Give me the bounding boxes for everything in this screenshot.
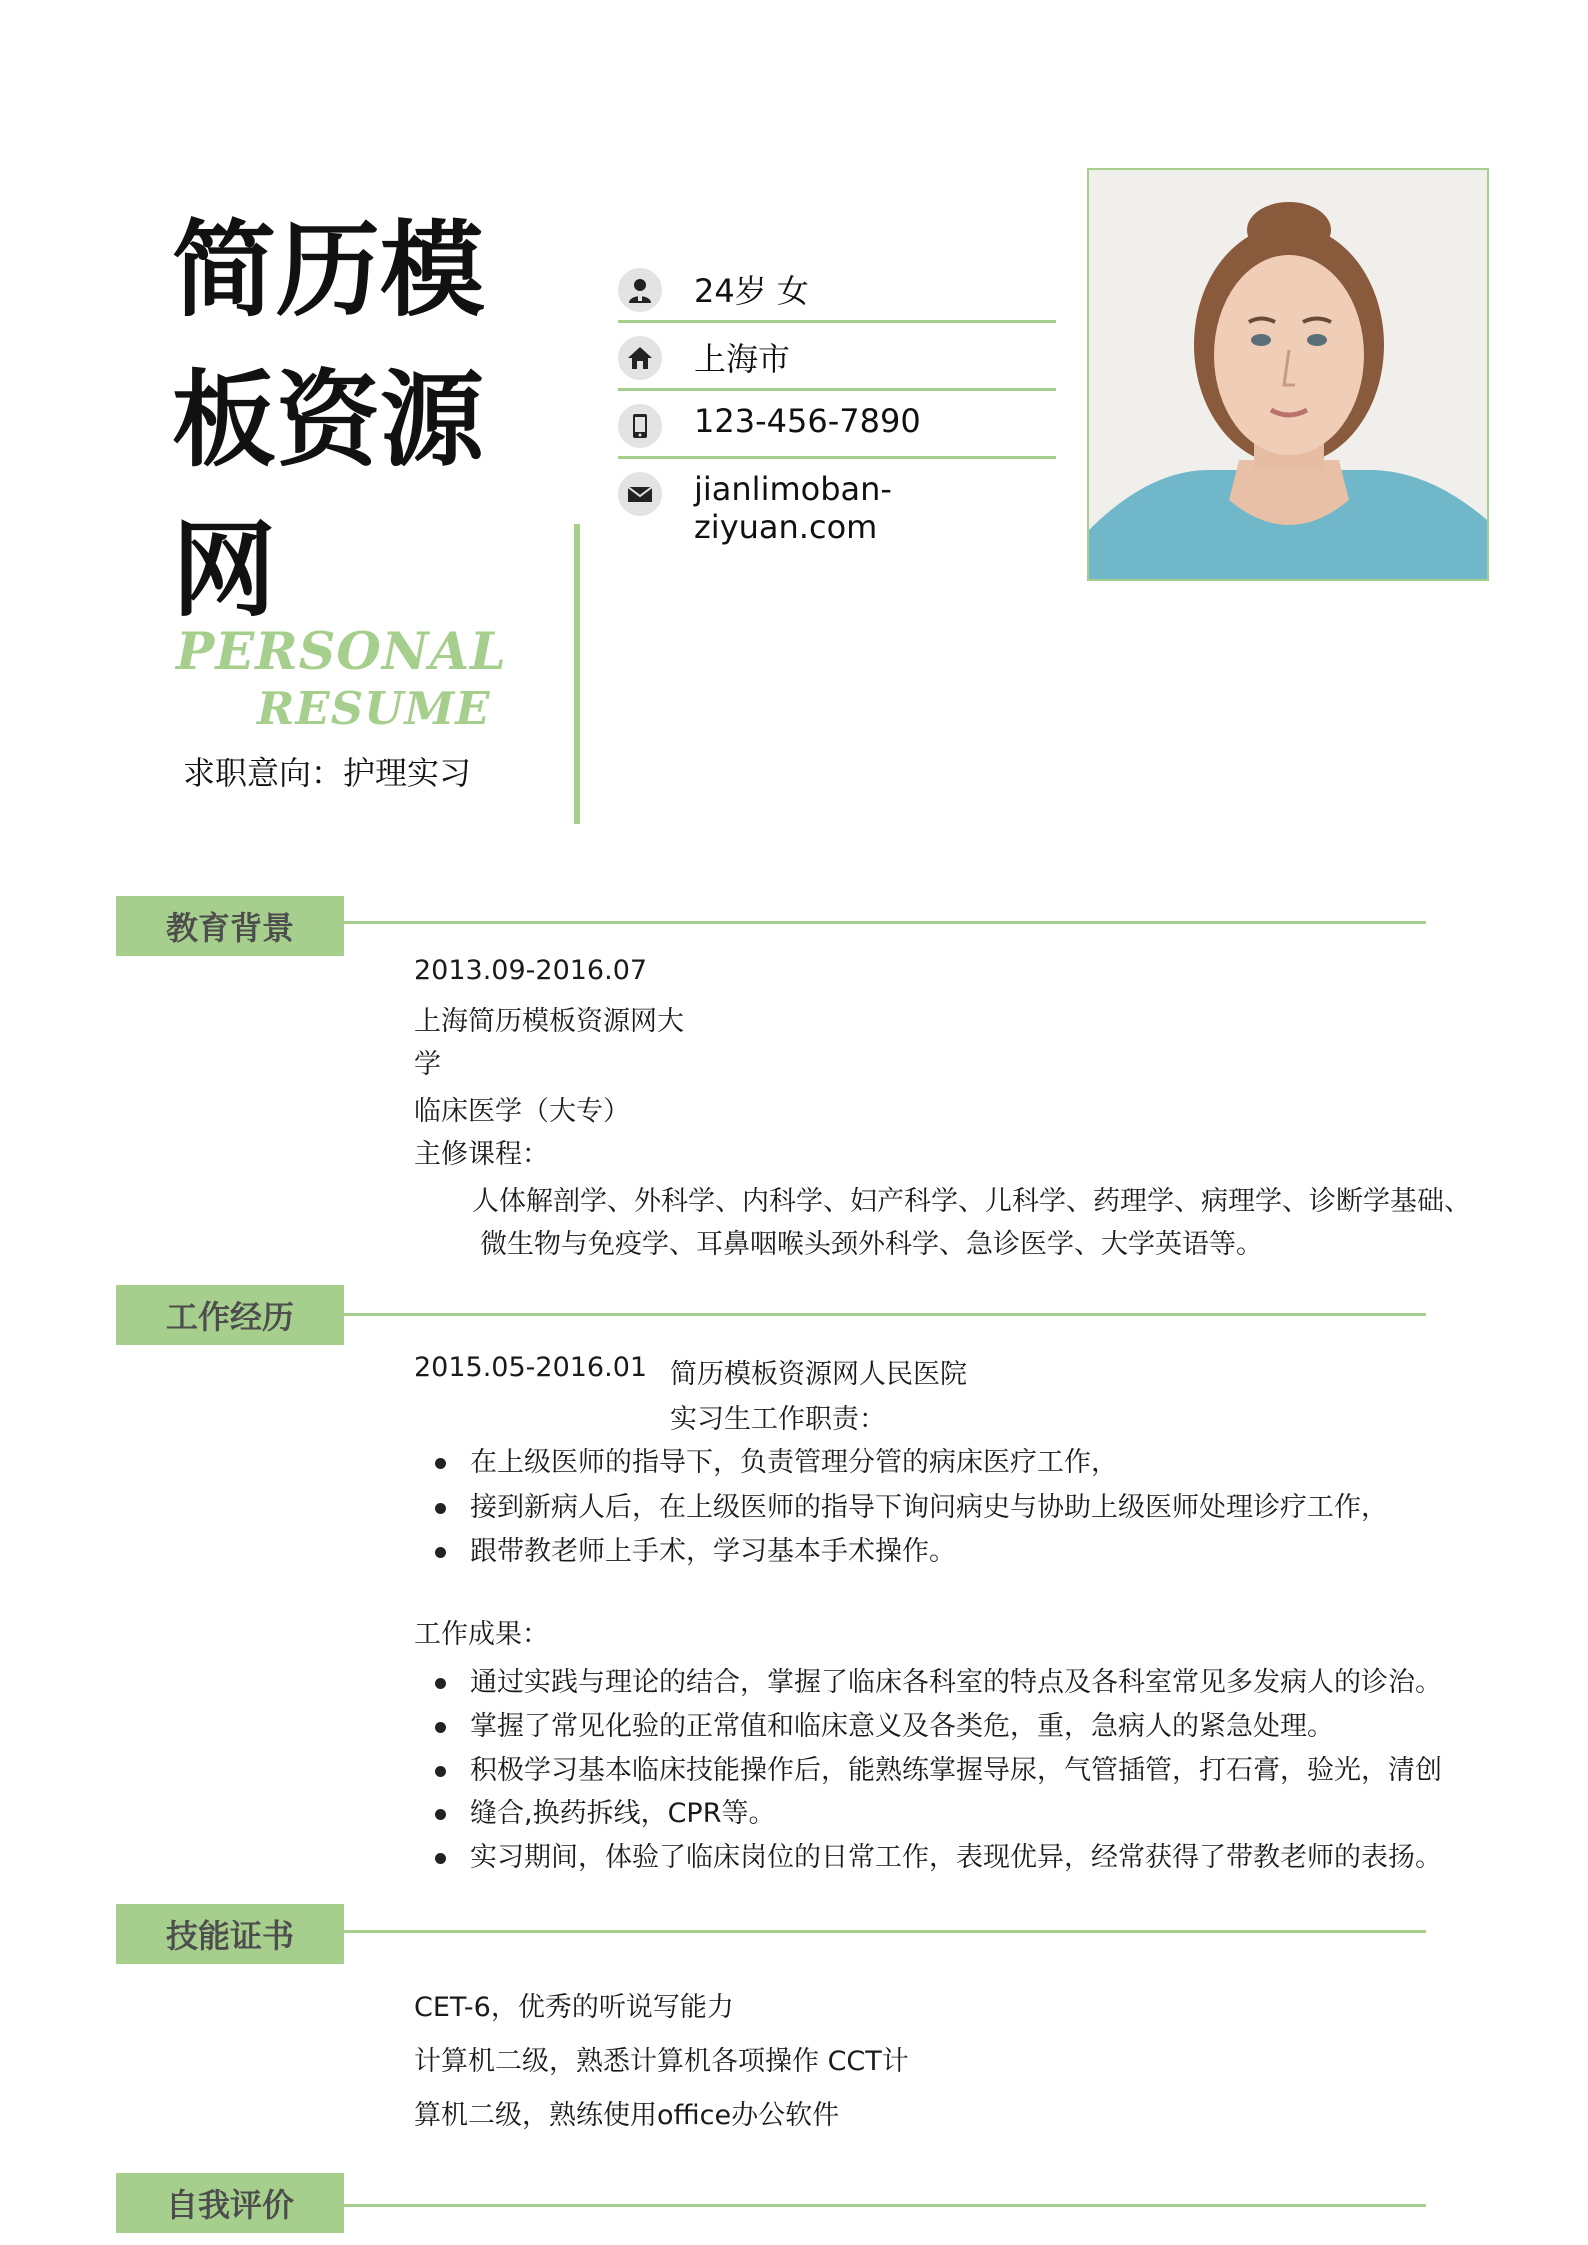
mail-icon [618,472,662,516]
title-line-2: 板资源 [172,359,485,481]
contact-text: 上海市 [694,340,791,378]
section-heading-education: 教育背景 [116,896,344,956]
personal-label: PERSONAL [176,622,507,682]
person-icon [618,268,662,312]
list-item: 实习期间，体验了临床岗位的日常工作，表现优异，经常获得了带教老师的表扬。 [470,1835,1442,1874]
section-divider [344,921,1426,924]
contact-text: 24岁 女 [694,272,809,310]
section-heading-work: 工作经历 [116,1285,344,1345]
skill-line-1: CET-6，优秀的听说写能力 [414,1992,734,2023]
contact-age-gender [618,252,1056,323]
home-icon [618,336,662,380]
education-school-line1: 上海简历模板资源网大 [414,1006,684,1037]
phone-icon [618,404,662,448]
skill-line-3: 算机二级，熟练使用office办公软件 [414,2100,840,2131]
education-courses-line2: 微生物与免疫学、耳鼻咽喉头颈外科学、急诊医学、大学英语等。 [480,1229,1263,1260]
contact-website [618,456,1056,546]
list-item: 积极学习基本临床技能操作后，能熟练掌握导尿，气管插管，打石膏，验光，清创 [470,1748,1442,1787]
resume-label: RESUME [257,682,491,735]
title-line-1: 简历模 [172,209,485,331]
section-heading-self-evaluation: 自我评价 [116,2173,344,2233]
list-item: 跟带教老师上手术，学习基本手术操作。 [470,1529,956,1568]
list-item: 缝合,换药拆线，CPR等。 [470,1791,775,1830]
section-heading-skills: 技能证书 [116,1904,344,1964]
profile-photo [1087,168,1489,581]
list-item: 掌握了常见化验的正常值和临床意义及各类危，重，急病人的紧急处理。 [470,1704,1334,1743]
list-item: 在上级医师的指导下，负责管理分管的病床医疗工作， [470,1440,1118,1479]
work-date: 2015.05-2016.01 [414,1352,648,1383]
work-duty-label: 实习生工作职责： [670,1404,886,1435]
education-major: 临床医学（大专） [414,1096,630,1127]
education-school-line2: 学 [414,1049,441,1080]
contact-text: jianlimoban-ziyuan.com [694,470,892,546]
job-intention: 求职意向：护理实习 [183,754,472,792]
resume-title [172,195,512,645]
education-courses-line1: 人体解剖学、外科学、内科学、妇产科学、儿科学、药理学、病理学、诊断学基础、 [472,1186,1471,1217]
contact-phone [618,388,1056,459]
education-courses-label: 主修课程： [414,1139,549,1170]
contact-city [618,320,1056,391]
work-company: 简历模板资源网人民医院 [670,1359,967,1390]
list-item: 通过实践与理论的结合，掌握了临床各科室的特点及各科室常见多发病人的诊治。 [470,1660,1442,1699]
title-line-3: 网 [172,509,277,631]
skill-line-2: 计算机二级，熟悉计算机各项操作 CCT计 [414,2046,909,2077]
vertical-divider [574,524,580,824]
section-divider [344,1313,1426,1316]
section-divider [344,2204,1426,2207]
section-divider [344,1930,1426,1933]
education-date: 2013.09-2016.07 [414,955,648,986]
contact-text: 123-456-7890 [694,402,921,440]
list-item: 接到新病人后，在上级医师的指导下询问病史与协助上级医师处理诊疗工作， [470,1485,1388,1524]
work-results-label: 工作成果： [414,1619,549,1650]
